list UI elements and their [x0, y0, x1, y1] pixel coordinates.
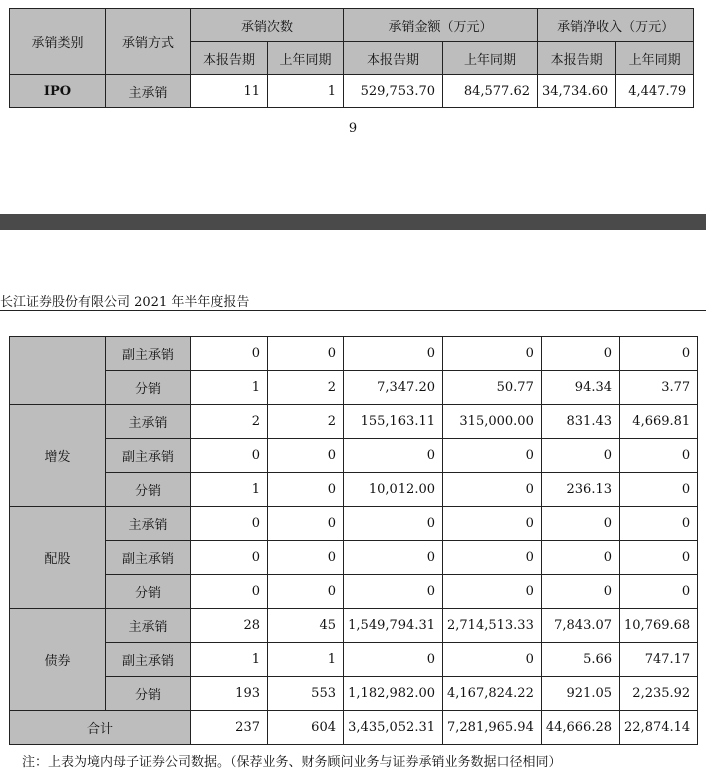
header-divider	[0, 310, 706, 311]
header-income-prior: 上年同期	[616, 42, 694, 75]
table-cell: 0	[620, 337, 698, 371]
header-amount-prior: 上年同期	[443, 42, 538, 75]
table-cell: 0	[620, 473, 698, 507]
group-cell: 配股	[10, 507, 106, 609]
table-cell: 1	[191, 473, 268, 507]
table-cell: 0	[191, 541, 268, 575]
table-cell: 1	[191, 371, 268, 405]
header-income-current: 本报告期	[538, 42, 616, 75]
table-cell: 0	[191, 337, 268, 371]
table-row	[10, 575, 698, 609]
table-cell: 553	[268, 677, 344, 711]
header-category: 承销类别	[10, 9, 106, 75]
table-cell: 94.34	[541, 371, 619, 405]
total-label: 合计	[10, 711, 191, 745]
table-footnote: 注：上表为境内母子证券公司数据。（保荐业务、财务顾问业务与证券承销业务数据口径相同）	[22, 755, 562, 770]
table-cell: 236.13	[541, 473, 619, 507]
table-cell: 3.77	[620, 371, 698, 405]
ipo-method-cell: 主承销	[106, 75, 191, 108]
table-cell: 0	[268, 337, 344, 371]
table-cell: 0	[344, 541, 443, 575]
table-cell: 921.05	[541, 677, 619, 711]
table-cell: 0	[443, 575, 542, 609]
table-cell: 4,447.79	[616, 75, 694, 108]
table-cell: 2,714,513.33	[443, 609, 542, 643]
table-cell: 7,347.20	[344, 371, 443, 405]
header-amount: 承销金额（万元）	[344, 9, 538, 42]
table-cell: 34,734.60	[538, 75, 616, 108]
table-cell: 2	[268, 405, 344, 439]
method-cell: 分销	[106, 371, 191, 405]
table-row	[10, 643, 698, 677]
table-cell: 0	[268, 439, 344, 473]
header-count-prior: 上年同期	[268, 42, 344, 75]
table-cell: 0	[541, 541, 619, 575]
table-cell: 0	[191, 507, 268, 541]
table-cell: 529,753.70	[344, 75, 443, 108]
page-separator	[0, 214, 706, 230]
table-cell: 2	[191, 405, 268, 439]
method-cell: 副主承销	[106, 643, 191, 677]
table-row	[10, 439, 698, 473]
method-cell: 主承销	[106, 507, 191, 541]
header-income: 承销净收入（万元）	[538, 9, 694, 42]
group-cell: 增发	[10, 405, 106, 507]
underwriting-detail-table	[9, 336, 698, 745]
table-cell: 1	[191, 643, 268, 677]
table-cell: 50.77	[443, 371, 542, 405]
table-row	[10, 337, 698, 371]
table-row	[10, 609, 698, 643]
table-cell: 155,163.11	[344, 405, 443, 439]
method-cell: 主承销	[106, 609, 191, 643]
header-count-current: 本报告期	[191, 42, 268, 75]
table-cell: 10,012.00	[344, 473, 443, 507]
table-cell: 831.43	[541, 405, 619, 439]
group-cell: 债券	[10, 609, 106, 711]
method-cell: 副主承销	[106, 337, 191, 371]
header-method: 承销方式	[106, 9, 191, 75]
table-cell: 7,281,965.94	[443, 711, 542, 745]
table-row	[10, 371, 698, 405]
header-count: 承销次数	[191, 9, 344, 42]
page-number: 9	[348, 121, 358, 136]
table-cell: 5.66	[541, 643, 619, 677]
table-cell: 0	[443, 439, 542, 473]
table-cell: 0	[443, 473, 542, 507]
table-cell: 1,549,794.31	[344, 609, 443, 643]
table-cell: 0	[344, 337, 443, 371]
table-cell: 84,577.62	[443, 75, 538, 108]
table-cell: 0	[268, 507, 344, 541]
table-cell: 0	[541, 439, 619, 473]
table-row	[10, 473, 698, 507]
table-cell: 4,167,824.22	[443, 677, 542, 711]
method-cell: 主承销	[106, 405, 191, 439]
table-cell: 0	[620, 541, 698, 575]
table-cell: 0	[620, 439, 698, 473]
table-cell: 0	[344, 507, 443, 541]
table-cell: 1	[268, 643, 344, 677]
method-cell: 副主承销	[106, 439, 191, 473]
top-underwriting-table	[9, 8, 694, 108]
table-cell: 7,843.07	[541, 609, 619, 643]
table-cell: 2	[268, 371, 344, 405]
table-cell: 0	[344, 439, 443, 473]
table-row	[10, 405, 698, 439]
table-cell: 0	[443, 337, 542, 371]
table-cell: 1	[268, 75, 344, 108]
table-cell: 0	[443, 541, 542, 575]
report-header: 长江证券股份有限公司 2021 年半年度报告	[0, 295, 250, 310]
table-cell: 0	[268, 575, 344, 609]
table-cell: 0	[344, 643, 443, 677]
table-row	[10, 507, 698, 541]
table-cell: 0	[620, 507, 698, 541]
method-cell: 副主承销	[106, 541, 191, 575]
table-cell: 0	[344, 575, 443, 609]
table-cell: 604	[268, 711, 344, 745]
table-cell: 0	[541, 575, 619, 609]
table-cell: 0	[620, 575, 698, 609]
table-cell: 4,669.81	[620, 405, 698, 439]
table-cell: 315,000.00	[443, 405, 542, 439]
table-cell: 3,435,052.31	[344, 711, 443, 745]
table-cell: 28	[191, 609, 268, 643]
ipo-category-cell: IPO	[10, 75, 106, 108]
total-row	[10, 711, 698, 745]
table-cell: 0	[443, 507, 542, 541]
table-cell: 0	[541, 507, 619, 541]
table-cell: 0	[268, 541, 344, 575]
table-cell: 22,874.14	[620, 711, 698, 745]
method-cell: 分销	[106, 473, 191, 507]
table-cell: 45	[268, 609, 344, 643]
table-cell: 0	[541, 337, 619, 371]
table-cell: 0	[191, 439, 268, 473]
table-cell: 1,182,982.00	[344, 677, 443, 711]
method-cell: 分销	[106, 677, 191, 711]
table-cell: 44,666.28	[541, 711, 619, 745]
table-row	[10, 677, 698, 711]
table-row	[10, 541, 698, 575]
table-cell: 237	[191, 711, 268, 745]
group-cell	[10, 337, 106, 405]
table-cell: 747.17	[620, 643, 698, 677]
table-cell: 0	[191, 575, 268, 609]
header-amount-current: 本报告期	[344, 42, 443, 75]
table-cell: 0	[443, 643, 542, 677]
table-cell: 193	[191, 677, 268, 711]
table-cell: 10,769.68	[620, 609, 698, 643]
table-cell: 11	[191, 75, 268, 108]
method-cell: 分销	[106, 575, 191, 609]
table-cell: 2,235.92	[620, 677, 698, 711]
table-cell: 0	[268, 473, 344, 507]
